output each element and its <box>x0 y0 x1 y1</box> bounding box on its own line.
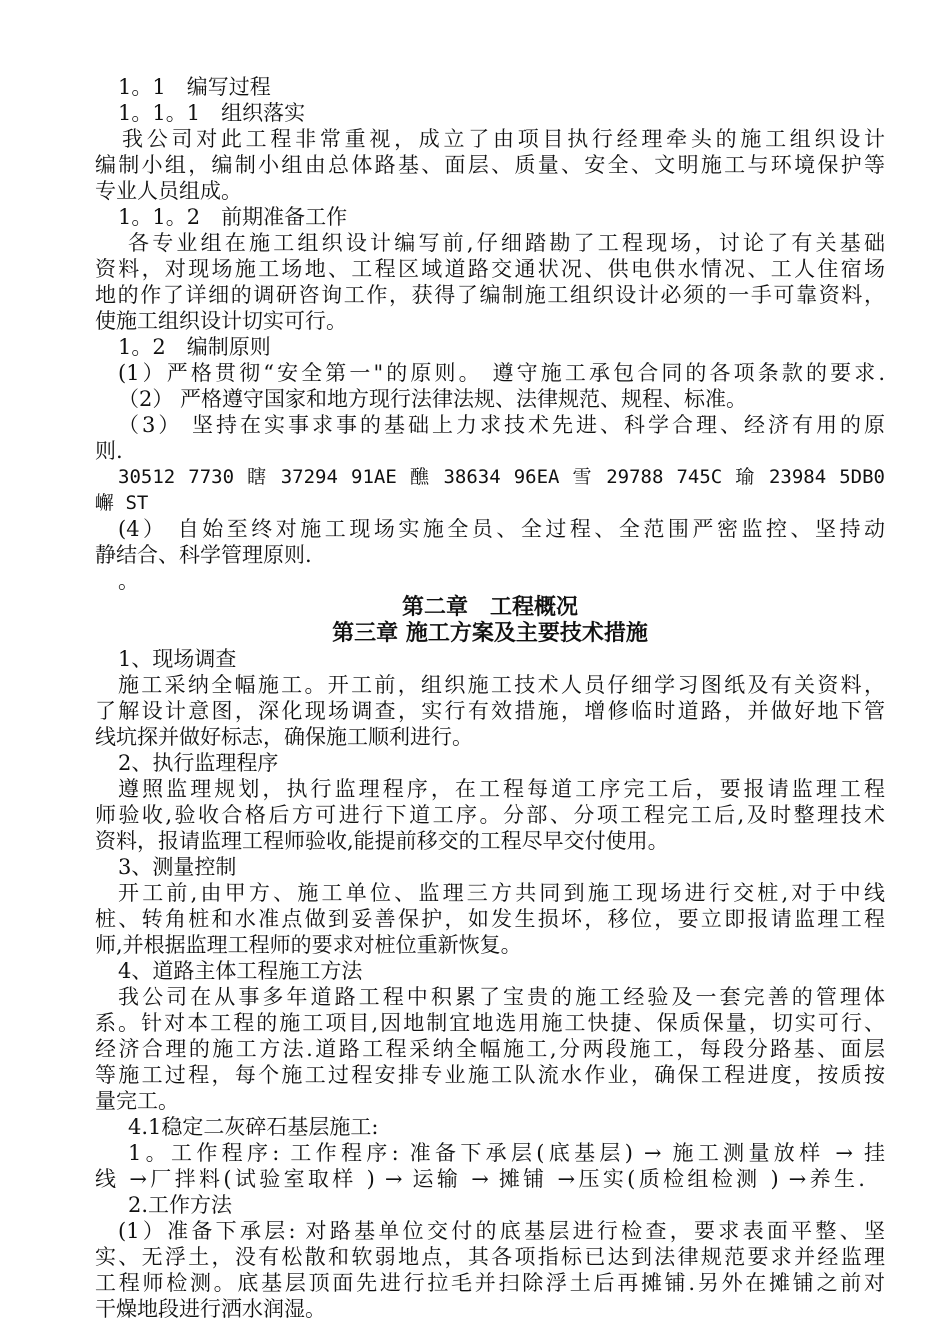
list-item: (1）严格贯彻“安全第一"的原则。 遵守施工承包合同的各项条款的要求. <box>118 361 885 385</box>
paragraph-line: 工程师检测。底基层顶面先进行拉毛并扫除浮土后再摊铺.另外在摊铺之前对 <box>95 1271 885 1295</box>
list-item: (4） 自始至终对施工现场实施全员、全过程、全范围严密监控、坚持动 <box>118 517 885 541</box>
paragraph-line: 经济合理的施工方法.道路工程采纳全幅施工,分两段施工，每段分路基、面层 <box>95 1037 885 1061</box>
paragraph-line: 地的作了详细的调研咨询工作，获得了编制施工组织设计必须的一手可靠资料， <box>95 283 885 307</box>
paragraph-line: 资料，对现场施工场地、工程区域道路交通状况、供电供水情况、工人住宿场 <box>95 257 885 281</box>
section-heading: 1。1 编写过程 <box>118 75 271 99</box>
paragraph-line: 施工采纳全幅施工。开工前，组织施工技术人员仔细学习图纸及有关资料， <box>118 673 885 697</box>
section-heading: 4、道路主体工程施工方法 <box>118 959 363 983</box>
paragraph-line: 遵照监理规划，执行监理程序，在工程每道工序完工后，要报请监理工程 <box>118 777 885 801</box>
paragraph-line: 师验收,验收合格后方可进行下道工序。分部、分项工程完工后,及时整理技术 <box>95 803 885 827</box>
garbled-text-line: 嶰 ST <box>95 492 149 514</box>
paragraph-line: 专业人员组成。 <box>95 179 242 203</box>
paragraph-line: 各专业组在施工组织设计编写前,仔细踏勘了工程现场，讨论了有关基础 <box>128 231 885 255</box>
paragraph-line: 我公司在从事多年道路工程中积累了宝贵的施工经验及一套完善的管理体 <box>118 985 885 1009</box>
section-heading: 1。2 编制原则 <box>118 335 271 359</box>
paragraph-line: 线坑探并做好标志，确保施工顺利进行。 <box>95 725 473 749</box>
paragraph-line: 我公司对此工程非常重视，成立了由项目执行经理牵头的施工组织设计 <box>122 127 885 151</box>
paragraph-line: 线 →厂拌料(试验室取样 ) → 运输 → 摊铺 →压实(质检组检测 ) →养生. <box>95 1167 865 1191</box>
paragraph-line: 干燥地段进行洒水润湿。 <box>95 1297 326 1321</box>
stray-punctuation: 。 <box>118 569 139 593</box>
list-item-continuation: 则. <box>95 439 123 463</box>
paragraph-line: 系。针对本工程的施工项目,因地制宜地选用施工快捷、保质保量，切实可行、 <box>95 1011 885 1035</box>
paragraph-line: 师,并根据监理工程师的要求对桩位重新恢复。 <box>95 933 522 957</box>
subsection-heading: 1。1。1 组织落实 <box>118 101 306 125</box>
paragraph-line: 资料，报请监理工程师验收,能提前移交的工程尽早交付使用。 <box>95 829 669 853</box>
list-item: （2） 严格遵守国家和地方现行法律法规、法律规范、规程、标准。 <box>118 387 748 411</box>
section-heading: 3、测量控制 <box>118 855 237 879</box>
paragraph-line: 使施工组织设计切实可行。 <box>95 309 347 333</box>
chapter-heading: 第三章 施工方案及主要技术措施 <box>332 620 648 646</box>
section-heading: 1、现场调查 <box>118 647 237 671</box>
paragraph-line: (1）准备下承层: 对路基单位交付的底基层进行检查，要求表面平整、坚 <box>118 1219 885 1243</box>
subsection-heading: 2.工作方法 <box>128 1193 233 1217</box>
section-heading: 2、执行监理程序 <box>118 751 279 775</box>
list-item-continuation: 静结合、科学管理原则. <box>95 543 312 567</box>
paragraph-line: 桩、转角桩和水准点做到妥善保护，如发生损坏，移位，要立即报请监理工程 <box>95 907 885 931</box>
paragraph-line: 编制小组，编制小组由总体路基、面层、质量、安全、文明施工与环境保护等 <box>95 153 885 177</box>
chapter-heading: 第二章 工程概况 <box>401 594 578 620</box>
paragraph-line: 实、无浮土，没有松散和软弱地点，其各项指标已达到法律规范要求并经监理 <box>95 1245 885 1269</box>
paragraph-line: 1。工作程序: 工作程序: 准备下承层(底基层) → 施工测量放样 → 挂 <box>128 1141 885 1165</box>
paragraph-line: 等施工过程，每个施工过程安排专业施工队流水作业，确保工程进度，按质按 <box>95 1063 885 1087</box>
subsection-heading: 1。1。2 前期准备工作 <box>118 205 348 229</box>
paragraph-line: 开工前,由甲方、施工单位、监理三方共同到施工现场进行交桩,对于中线 <box>118 881 885 905</box>
garbled-text-line: 30512 7730 瞎 37294 91AE 醮 38634 96EA 雪 29788 745C 瑜 23984 5DB0 <box>118 466 885 488</box>
paragraph-line: 量完工。 <box>95 1089 179 1113</box>
paragraph-line: 了解设计意图，深化现场调查，实行有效措施，增修临时道路，并做好地下管 <box>95 699 885 723</box>
list-item: （3） 坚持在实事求事的基础上力求技术先进、科学合理、经济有用的原 <box>118 413 885 437</box>
subsection-heading: 4.1稳定二灰碎石基层施工: <box>128 1115 379 1139</box>
